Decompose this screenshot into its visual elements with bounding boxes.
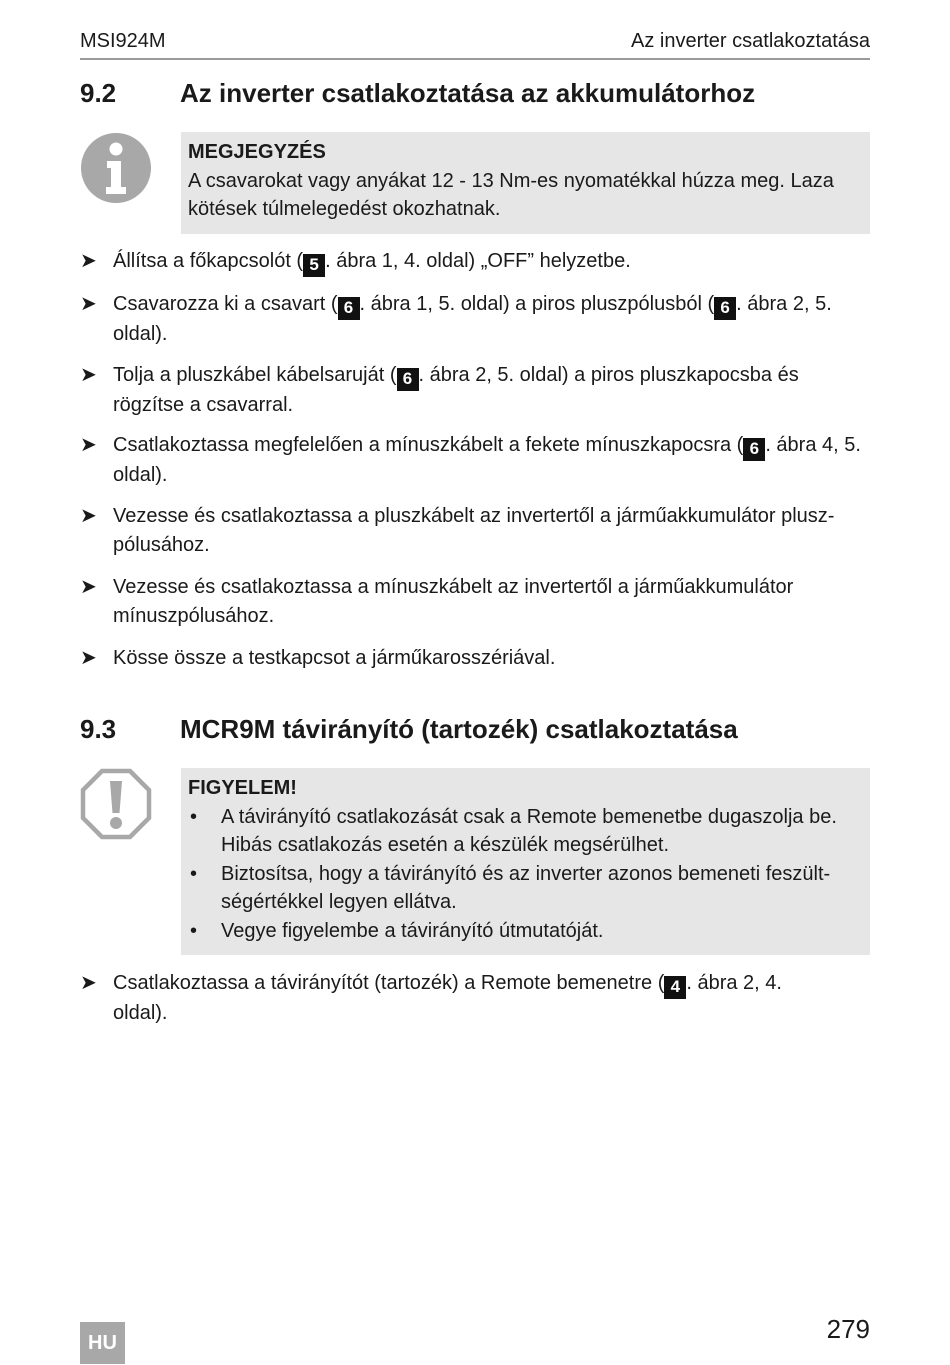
list-item: • Vegye figyelembe a távirányító útmutatóját. — [188, 917, 862, 946]
section-number: 9.3 — [80, 714, 117, 744]
step-arrow-icon: ➤ — [80, 647, 97, 669]
note-box — [181, 132, 870, 234]
step-arrow-icon: ➤ — [80, 576, 97, 598]
step-text: Vezesse és csatlakoztassa a pluszkábelt az invertertől a járműakkumulátor plusz-pólusához. — [113, 505, 835, 556]
page-number: 279 — [826, 1314, 870, 1344]
step-text: Tolja a pluszkábel kábelsaruját ( 6 . ábra 2, 5. oldal) a piros pluszkapocsba és rögzítse a csavarral. — [113, 364, 799, 416]
header-model: MSI924M — [80, 30, 166, 52]
step-text: Csavarozza ki a csavart ( 6 . ábra 1, 5. oldal) a piros pluszpólusból ( 6 . ábra 2, 5. oldal). — [113, 293, 832, 345]
step-text: Kösse össze a testkapcsot a járműkarosszériával. — [113, 647, 556, 669]
header-chapter: Az inverter csatlakoztatása — [631, 30, 870, 52]
step-arrow-icon: ➤ — [80, 364, 97, 386]
warning-title: FIGYELEM! — [188, 777, 297, 799]
list-item: • A távirányító csatlakozását csak a Remote bemenetbe dugaszolja be. Hibás csatlakozás esetén a készülék megsérülhet. — [188, 803, 862, 860]
note-text: A csavarokat vagy anyákat 12 - 13 Nm-es nyomatékkal húzza meg. Laza kötések túlmelegedést okozhatnak. — [188, 169, 834, 220]
page-header — [80, 28, 870, 60]
figure-ref-badge: 4 — [664, 976, 686, 999]
figure-ref-badge: 5 — [303, 254, 325, 277]
step-arrow-icon: ➤ — [80, 434, 97, 456]
figure-ref-badge: 6 — [714, 297, 736, 320]
exclamation-octagon-icon — [80, 768, 152, 840]
list-item: • Biztosítsa, hogy a távirányító és az inverter azonos bemeneti feszült-ségértékkel legyen ellátva. — [188, 860, 862, 917]
step-arrow-icon: ➤ — [80, 293, 97, 315]
section-heading: MCR9M távirányító (tartozék) csatlakoztatása — [180, 714, 738, 744]
figure-ref-badge: 6 — [743, 438, 765, 461]
step-text: Vezesse és csatlakoztassa a mínuszkábelt az invertertől a járműakkumulátor mínuszpólusához. — [113, 576, 794, 627]
step-text: Csatlakoztassa a távirányítót (tartozék) a Remote bemenetre ( 4 . ábra 2, 4. oldal). — [113, 972, 782, 1024]
step-text: Csatlakoztassa megfelelően a mínuszkábelt a fekete mínuszkapocsra ( 6 . ábra 4, 5. oldal). — [113, 434, 861, 486]
info-icon — [80, 132, 152, 204]
figure-ref-badge: 6 — [338, 297, 360, 320]
warning-box — [181, 768, 870, 955]
figure-ref-badge: 6 — [397, 368, 419, 391]
note-title: MEGJEGYZÉS — [188, 141, 326, 163]
step-arrow-icon: ➤ — [80, 972, 97, 994]
warning-list — [188, 803, 862, 946]
step-text: Állítsa a főkapcsolót ( 5 . ábra 1, 4. oldal) „OFF” helyzetbe. — [113, 247, 870, 277]
section-heading: Az inverter csatlakoztatása az akkumulátorhoz — [180, 78, 756, 108]
step-arrow-icon: ➤ — [80, 505, 97, 527]
language-badge: HU — [80, 1322, 125, 1364]
step-arrow-icon: ➤ — [80, 250, 97, 272]
section-number: 9.2 — [80, 78, 117, 108]
